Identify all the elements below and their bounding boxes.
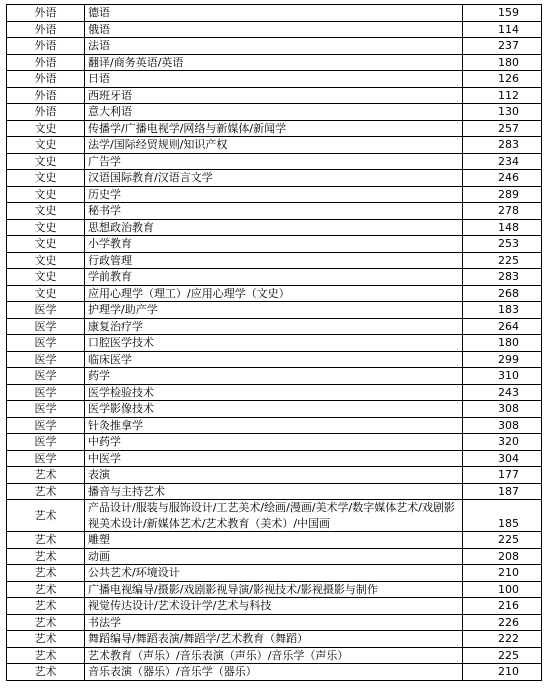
major-cell: 康复治疗学	[85, 318, 463, 335]
category-cell: 艺术	[7, 483, 85, 500]
table-row	[7, 581, 542, 598]
score-cell: 257	[463, 120, 542, 137]
category-cell: 文史	[7, 203, 85, 220]
score-cell: 159	[463, 5, 542, 22]
table-row	[7, 153, 542, 170]
category-cell: 艺术	[7, 500, 85, 532]
table-row	[7, 351, 542, 368]
category-cell: 医学	[7, 401, 85, 418]
table-row	[7, 104, 542, 121]
score-cell: 308	[463, 401, 542, 418]
category-cell: 文史	[7, 170, 85, 187]
score-cell: 226	[463, 614, 542, 631]
category-cell: 文史	[7, 186, 85, 203]
table-row	[7, 598, 542, 615]
score-cell: 237	[463, 38, 542, 55]
category-cell: 医学	[7, 335, 85, 352]
score-cell: 246	[463, 170, 542, 187]
category-cell: 外语	[7, 104, 85, 121]
major-cell: 行政管理	[85, 252, 463, 269]
category-cell: 医学	[7, 368, 85, 385]
category-cell: 文史	[7, 269, 85, 286]
score-cell: 268	[463, 285, 542, 302]
category-cell: 艺术	[7, 647, 85, 664]
major-cell: 视觉传达设计/艺术设计学/艺术与科技	[85, 598, 463, 615]
score-cell: 234	[463, 153, 542, 170]
table-row	[7, 565, 542, 582]
major-cell: 书法学	[85, 614, 463, 631]
table-row	[7, 417, 542, 434]
table-row	[7, 54, 542, 71]
category-cell: 艺术	[7, 598, 85, 615]
major-cell: 俄语	[85, 21, 463, 38]
major-cell: 表演	[85, 467, 463, 484]
score-cell: 299	[463, 351, 542, 368]
table-row	[7, 38, 542, 55]
score-cell: 126	[463, 71, 542, 88]
category-cell: 医学	[7, 434, 85, 451]
score-cell: 185	[463, 500, 542, 532]
table-row	[7, 71, 542, 88]
table-row	[7, 21, 542, 38]
major-cell: 西班牙语	[85, 87, 463, 104]
score-cell: 278	[463, 203, 542, 220]
score-cell: 208	[463, 548, 542, 565]
table-row	[7, 120, 542, 137]
major-cell: 意大利语	[85, 104, 463, 121]
table-row	[7, 269, 542, 286]
table-row	[7, 252, 542, 269]
major-cell: 学前教育	[85, 269, 463, 286]
score-cell: 216	[463, 598, 542, 615]
table-row	[7, 384, 542, 401]
score-cell: 130	[463, 104, 542, 121]
major-cell: 德语	[85, 5, 463, 22]
table-row	[7, 467, 542, 484]
score-cell: 180	[463, 54, 542, 71]
table-row	[7, 302, 542, 319]
major-cell: 药学	[85, 368, 463, 385]
category-cell: 文史	[7, 236, 85, 253]
category-cell: 文史	[7, 285, 85, 302]
major-cell: 翻译/商务英语/英语	[85, 54, 463, 71]
major-cell: 中医学	[85, 450, 463, 467]
table-row	[7, 631, 542, 648]
category-cell: 医学	[7, 351, 85, 368]
score-cell: 187	[463, 483, 542, 500]
score-cell: 180	[463, 335, 542, 352]
score-cell: 148	[463, 219, 542, 236]
major-cell: 产品设计/服装与服饰设计/工艺美术/绘画/漫画/美术学/数字媒体艺术/戏剧影视美术设计/新媒体艺术/艺术教育（美术）/中国画	[85, 500, 463, 532]
score-table	[6, 4, 542, 681]
score-cell: 283	[463, 137, 542, 154]
major-cell: 临床医学	[85, 351, 463, 368]
major-cell: 口腔医学技术	[85, 335, 463, 352]
table-row	[7, 664, 542, 681]
score-cell: 210	[463, 565, 542, 582]
table-row	[7, 285, 542, 302]
table-row	[7, 137, 542, 154]
major-cell: 中药学	[85, 434, 463, 451]
major-cell: 秘书学	[85, 203, 463, 220]
major-cell: 舞蹈编导/舞蹈表演/舞蹈学/艺术教育（舞蹈）	[85, 631, 463, 648]
category-cell: 外语	[7, 21, 85, 38]
category-cell: 艺术	[7, 467, 85, 484]
score-cell: 114	[463, 21, 542, 38]
category-cell: 文史	[7, 219, 85, 236]
category-cell: 外语	[7, 5, 85, 22]
score-cell: 210	[463, 664, 542, 681]
table-row	[7, 318, 542, 335]
category-cell: 艺术	[7, 581, 85, 598]
table-row	[7, 368, 542, 385]
major-cell: 法学/国际经贸规则/知识产权	[85, 137, 463, 154]
score-cell: 100	[463, 581, 542, 598]
category-cell: 外语	[7, 38, 85, 55]
score-cell: 222	[463, 631, 542, 648]
category-cell: 医学	[7, 450, 85, 467]
score-cell: 320	[463, 434, 542, 451]
category-cell: 艺术	[7, 664, 85, 681]
score-cell: 289	[463, 186, 542, 203]
table-row	[7, 450, 542, 467]
major-cell: 播音与主持艺术	[85, 483, 463, 500]
major-cell: 历史学	[85, 186, 463, 203]
major-cell: 法语	[85, 38, 463, 55]
category-cell: 医学	[7, 318, 85, 335]
major-cell: 医学影像技术	[85, 401, 463, 418]
category-cell: 艺术	[7, 548, 85, 565]
table-row	[7, 532, 542, 549]
category-cell: 文史	[7, 252, 85, 269]
category-cell: 外语	[7, 87, 85, 104]
score-cell: 310	[463, 368, 542, 385]
major-cell: 思想政治教育	[85, 219, 463, 236]
category-cell: 医学	[7, 302, 85, 319]
score-cell: 112	[463, 87, 542, 104]
score-cell: 183	[463, 302, 542, 319]
major-cell: 动画	[85, 548, 463, 565]
category-cell: 外语	[7, 71, 85, 88]
category-cell: 艺术	[7, 532, 85, 549]
major-cell: 音乐表演（器乐）/音乐学（器乐）	[85, 664, 463, 681]
category-cell: 医学	[7, 417, 85, 434]
major-cell: 广告学	[85, 153, 463, 170]
major-cell: 小学教育	[85, 236, 463, 253]
score-cell: 283	[463, 269, 542, 286]
major-cell: 传播学/广播电视学/网络与新媒体/新闻学	[85, 120, 463, 137]
score-cell: 304	[463, 450, 542, 467]
table-row	[7, 647, 542, 664]
major-cell: 医学检验技术	[85, 384, 463, 401]
table-row	[7, 219, 542, 236]
category-cell: 文史	[7, 120, 85, 137]
score-cell: 264	[463, 318, 542, 335]
major-cell: 艺术教育（声乐）/音乐表演（声乐）/音乐学（声乐）	[85, 647, 463, 664]
score-table-body	[7, 5, 542, 681]
major-cell: 雕塑	[85, 532, 463, 549]
major-cell: 公共艺术/环境设计	[85, 565, 463, 582]
table-row	[7, 500, 542, 532]
category-cell: 文史	[7, 137, 85, 154]
category-cell: 文史	[7, 153, 85, 170]
score-cell: 243	[463, 384, 542, 401]
major-cell: 广播电视编导/摄影/戏剧影视导演/影视技术/影视摄影与制作	[85, 581, 463, 598]
major-cell: 针灸推拿学	[85, 417, 463, 434]
table-row	[7, 87, 542, 104]
score-cell: 225	[463, 647, 542, 664]
major-cell: 护理学/助产学	[85, 302, 463, 319]
score-cell: 225	[463, 532, 542, 549]
table-row	[7, 483, 542, 500]
category-cell: 医学	[7, 384, 85, 401]
table-row	[7, 614, 542, 631]
score-cell: 253	[463, 236, 542, 253]
table-row	[7, 335, 542, 352]
score-cell: 177	[463, 467, 542, 484]
category-cell: 艺术	[7, 614, 85, 631]
category-cell: 外语	[7, 54, 85, 71]
score-cell: 225	[463, 252, 542, 269]
score-cell: 308	[463, 417, 542, 434]
table-row	[7, 170, 542, 187]
major-cell: 汉语国际教育/汉语言文学	[85, 170, 463, 187]
table-row	[7, 203, 542, 220]
table-row	[7, 401, 542, 418]
category-cell: 艺术	[7, 565, 85, 582]
category-cell: 艺术	[7, 631, 85, 648]
table-row	[7, 434, 542, 451]
major-cell: 日语	[85, 71, 463, 88]
table-row	[7, 186, 542, 203]
table-row	[7, 548, 542, 565]
table-row	[7, 5, 542, 22]
major-cell: 应用心理学（理工）/应用心理学（文史）	[85, 285, 463, 302]
table-row	[7, 236, 542, 253]
